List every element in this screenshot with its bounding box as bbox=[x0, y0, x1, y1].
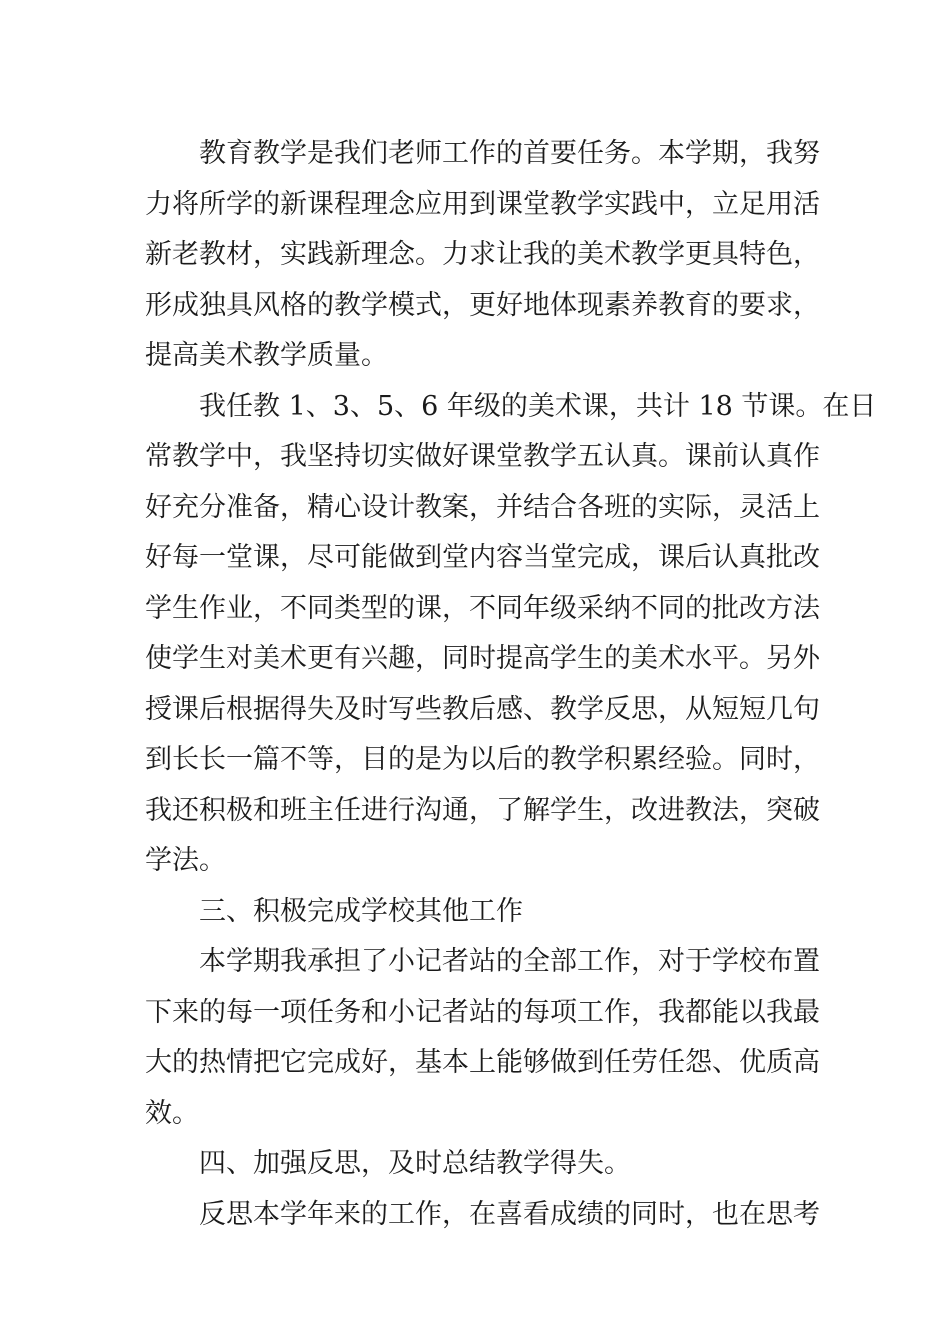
text-line: 下来的每一项任务和小记者站的每项工作，我都能以我最 bbox=[145, 996, 820, 1028]
text-line: 我还积极和班主任进行沟通，了解学生，改进教法，突破 bbox=[145, 794, 820, 826]
text-line: 常教学中，我坚持切实做好课堂教学五认真。课前认真作 bbox=[145, 441, 820, 472]
text-line: 教育教学是我们老师工作的首要任务。本学期，我努 bbox=[199, 138, 820, 169]
paragraph-teaching-practice bbox=[145, 382, 877, 887]
section-heading-other-work bbox=[145, 887, 805, 938]
paragraph-teaching-task bbox=[145, 129, 820, 382]
text-line: 力将所学的新课程理念应用到课堂教学实践中，立足用活 bbox=[145, 188, 820, 220]
text-line: 我任教 1、3、5、6 年级的美术课，共计 18 节课。在日 bbox=[199, 390, 877, 422]
text-line: 效。 bbox=[145, 1097, 199, 1129]
section-heading: 三、积极完成学校其他工作 bbox=[199, 895, 523, 927]
section-heading-reflection bbox=[145, 1139, 805, 1190]
text-line: 授课后根据得失及时写些教后感、教学反思，从短短几句 bbox=[145, 693, 820, 725]
paragraph-reflection bbox=[145, 1190, 820, 1241]
text-line: 学生作业，不同类型的课，不同年级采纳不同的批改方法 bbox=[145, 592, 820, 624]
text-line: 反思本学年来的工作，在喜看成绩的同时，也在思考 bbox=[199, 1198, 820, 1230]
paragraph-reporter-station bbox=[145, 937, 820, 1139]
text-line: 本学期我承担了小记者站的全部工作，对于学校布置 bbox=[199, 946, 820, 977]
text-line: 提高美术教学质量。 bbox=[145, 340, 388, 371]
text-line: 好每一堂课，尽可能做到堂内容当堂完成，课后认真批改 bbox=[145, 542, 820, 573]
text-line: 形成独具风格的教学模式，更好地体现素养教育的要求， bbox=[145, 289, 820, 321]
text-line: 新老教材，实践新理念。力求让我的美术教学更具特色， bbox=[145, 239, 820, 270]
document-body bbox=[145, 129, 877, 1240]
text-line: 学法。 bbox=[145, 845, 226, 876]
text-line: 使学生对美术更有兴趣，同时提高学生的美术水平。另外 bbox=[145, 643, 820, 674]
text-line: 到长长一篇不等，目的是为以后的教学积累经验。同时， bbox=[145, 744, 820, 775]
text-line: 好充分准备，精心设计教案，并结合各班的实际，灵活上 bbox=[145, 491, 820, 523]
text-line: 大的热情把它完成好，基本上能够做到任劳任怨、优质高 bbox=[145, 1047, 820, 1078]
section-heading: 四、加强反思，及时总结教学得失。 bbox=[199, 1148, 631, 1179]
